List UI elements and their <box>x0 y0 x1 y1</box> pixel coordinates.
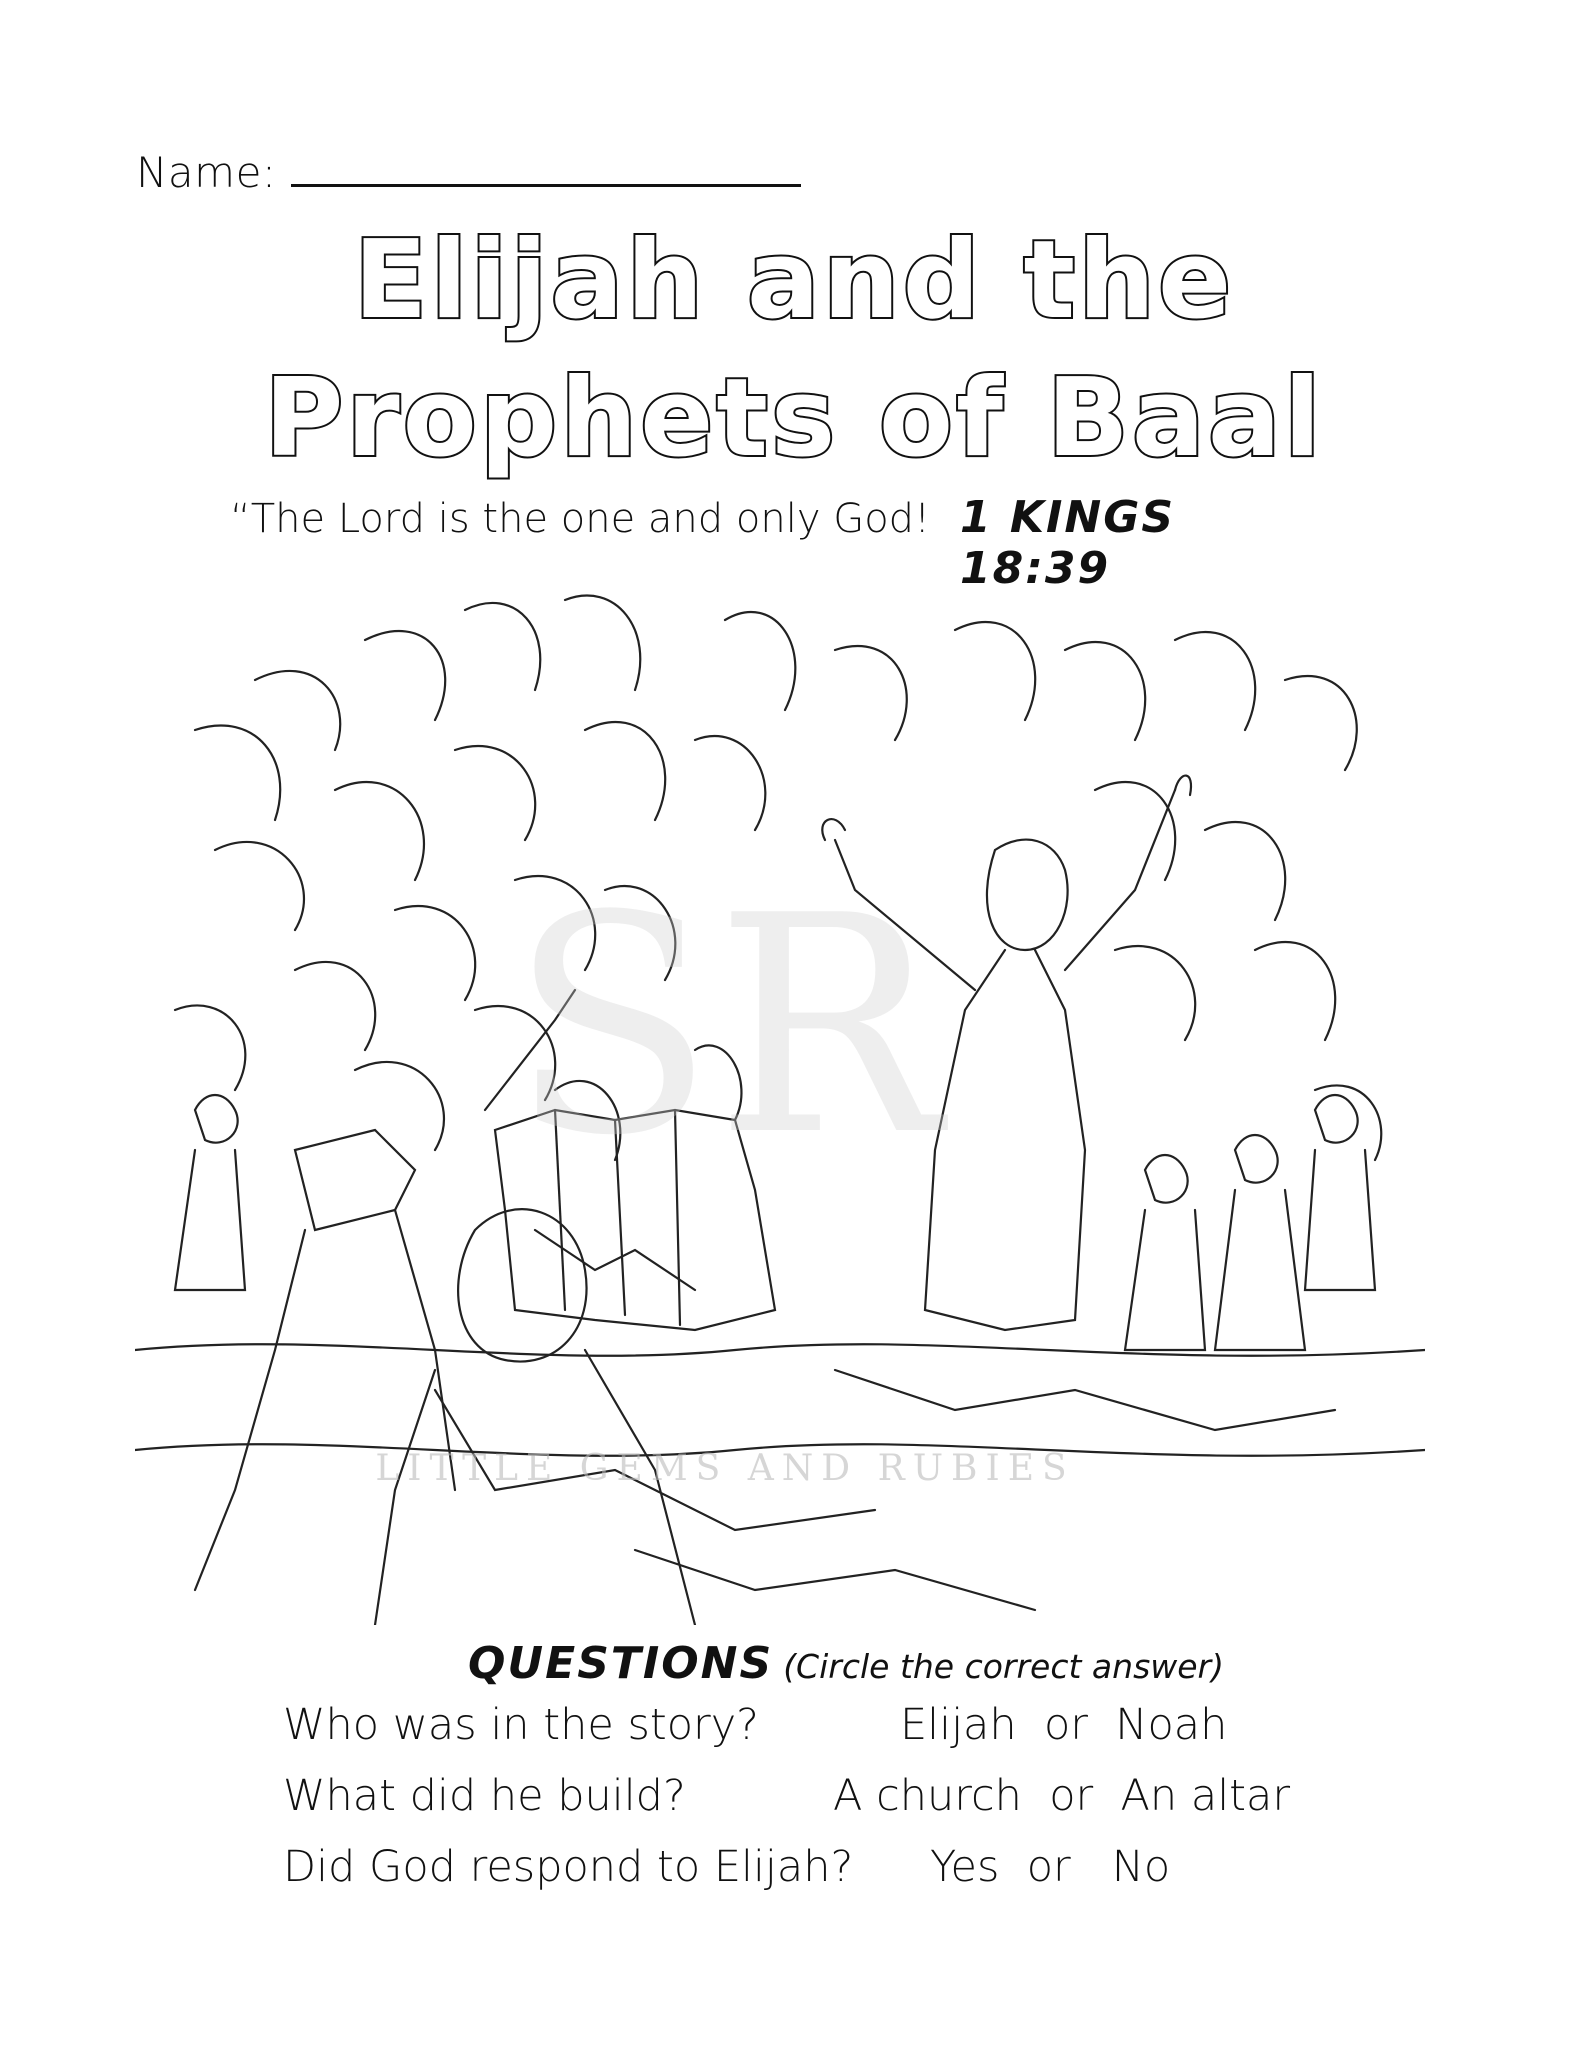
questions-heading <box>468 1638 1224 1689</box>
title-line-2: Prophets of Baal <box>264 356 1324 481</box>
title-line-1: Elijah and the <box>353 218 1235 343</box>
question-3: Did God respond to Elijah? <box>283 1842 854 1892</box>
name-field[interactable] <box>291 184 801 187</box>
answer-2[interactable]: A church or An altar <box>833 1771 1291 1821</box>
elijah-altar-fire-illustration <box>135 590 1425 1625</box>
watermark-monogram: SR <box>509 852 941 1201</box>
verse-row <box>230 492 1330 594</box>
name-row <box>136 148 801 197</box>
question-1: Who was in the story? <box>283 1700 759 1750</box>
watermark-text: LITTLE GEMS AND RUBIES <box>375 1448 1075 1489</box>
questions-title: QUESTIONS <box>468 1638 774 1689</box>
illustration-svg <box>135 590 1425 1625</box>
name-label: Name: <box>136 148 277 197</box>
answer-3[interactable]: Yes or No <box>930 1842 1171 1892</box>
verse-text: “The Lord is the one and only God! <box>230 496 931 542</box>
answer-1[interactable]: Elijah or Noah <box>900 1700 1228 1750</box>
verse-reference: 1 KINGS 18:39 <box>960 492 1176 594</box>
questions-instruction: (Circle the correct answer) <box>783 1647 1224 1686</box>
question-2: What did he build? <box>283 1771 686 1821</box>
page-title <box>0 212 1588 488</box>
